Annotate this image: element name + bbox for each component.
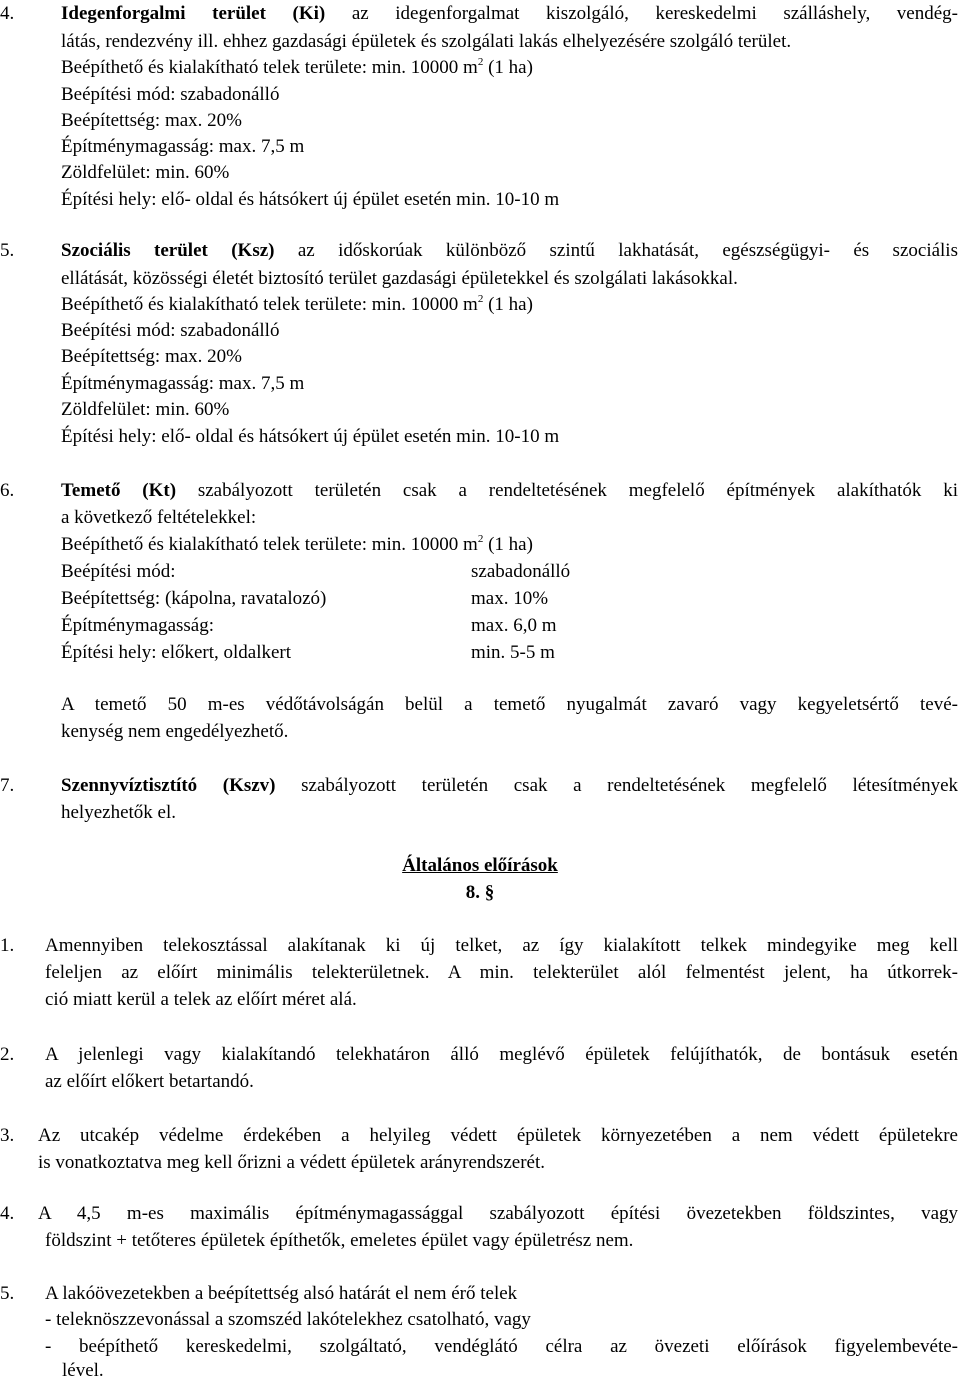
item-3-line1: Az utcakép védelme érdekében a helyileg védett épületek környezetében a nem védett épületekre [38, 1125, 958, 1146]
plot-area-ha: (1 ha) [483, 294, 533, 315]
section-6-text: szabályozott területén csak a rendeltetésének megfelelő építmények alakíthatók ki [176, 480, 958, 501]
section-6-row-label: Beépítettség: (kápolna, ravatalozó) [61, 588, 327, 609]
general-heading-text: Általános előírások [402, 855, 558, 876]
item-5-line2: - teleknöszzevonással a szomszéd lakótelekhez csatolható, vagy [45, 1309, 531, 1330]
item-2-line2: az előírt előkert betartandó. [45, 1071, 254, 1092]
plot-area-label: Beépíthető és kialakítható telek területe: min. 10000 m [61, 534, 478, 555]
item-5-line4: lével. [62, 1360, 104, 1381]
section-6-row-value: max. 10% [471, 588, 549, 609]
section-5-text-line2: ellátását, közösségi életét biztosító terület gazdasági épületekkel és szolgálati lakásokkal. [61, 268, 738, 289]
section-4-first-line [61, 3, 958, 25]
section-7-text-line2: helyezhetők el. [61, 802, 177, 823]
section-5-first-line [61, 240, 958, 262]
section-4-place: Építési hely: elő- oldal és hátsókert új épület esetén min. 10-10 m [61, 189, 560, 210]
section-7-title: Szennyvíztisztító (Kszv) [61, 775, 276, 796]
item-5-line1: A lakóövezetekben a beépítettség alsó határát el nem érő telek [45, 1283, 518, 1304]
section-7-number: 7. [0, 775, 15, 796]
section-6-row-value: max. 6,0 m [471, 615, 557, 636]
section-6-title: Temető (Kt) [61, 480, 177, 501]
section-5-title: Szociális terület (Ksz) [61, 240, 275, 261]
general-heading [0, 855, 960, 877]
section-6-row-label: Beépítési mód: [61, 561, 176, 582]
plot-area-ha: (1 ha) [483, 534, 533, 555]
paragraph-number [0, 882, 960, 904]
section-6-text-line2: a következő feltételekkel: [61, 507, 257, 528]
section-4-title: Idegenforgalmi terület (Ki) [61, 3, 326, 24]
item-number: 5. [0, 1283, 15, 1304]
superscript: 2 [477, 293, 484, 305]
superscript: 2 [477, 56, 484, 68]
section-7-first-line [61, 775, 958, 797]
superscript: 2 [477, 533, 484, 545]
section-4-density: Beépítettség: max. 20% [61, 110, 242, 131]
plot-area-label: Beépíthető és kialakítható telek területe: min. 10000 m [61, 57, 478, 78]
section-6-first-line [61, 480, 958, 502]
paragraph-number-text: 8. § [465, 882, 495, 903]
section-5-height: Építménymagasság: max. 7,5 m [61, 373, 305, 394]
section-5-density: Beépítettség: max. 20% [61, 346, 242, 367]
item-2-line1: A jelenlegi vagy kialakítandó telekhatáron álló meglévő épületek felújíthatók, de bontásuk esetén [45, 1044, 958, 1065]
section-4-build-mode: Beépítési mód: szabadonálló [61, 84, 280, 105]
section-4-green: Zöldfelület: min. 60% [61, 162, 230, 183]
section-6-row-value: szabadonálló [471, 561, 571, 582]
section-5-plot-area [61, 294, 533, 316]
plot-area-ha: (1 ha) [483, 57, 533, 78]
item-number: 1. [0, 935, 15, 956]
item-number: 3. [0, 1125, 15, 1146]
section-4-text-line2: látás, rendezvény ill. ehhez gazdasági épületek és szolgálati lakás elhelyezésére szolgáló terület. [61, 31, 792, 52]
section-7-text: szabályozott területén csak a rendeltetésének megfelelő létesítmények [275, 775, 958, 796]
item-4-line1: A 4,5 m-es maximális építménymagassággal szabályozott építési övezetekben földszintes, vagy [38, 1203, 958, 1224]
section-4-height: Építménymagasság: max. 7,5 m [61, 136, 305, 157]
section-6-row-label: Építménymagasság: [61, 615, 215, 636]
section-6-note-line1: A temető 50 m-es védőtávolságán belül a temető nyugalmát zavaró vagy kegyeletsértő tevé- [61, 694, 958, 715]
section-5-text: az időskorúak különböző szintű lakhatását, egészségügyi- és szociális [274, 240, 958, 261]
item-1-line3: ció miatt kerül a telek az előírt méret alá. [45, 989, 357, 1010]
section-5-place: Építési hely: elő- oldal és hátsókert új épület esetén min. 10-10 m [61, 426, 560, 447]
section-6-row-label: Építési hely: előkert, oldalkert [61, 642, 292, 663]
item-number: 2. [0, 1044, 15, 1065]
plot-area-label: Beépíthető és kialakítható telek területe: min. 10000 m [61, 294, 478, 315]
section-6-number: 6. [0, 480, 15, 501]
section-5-build-mode: Beépítési mód: szabadonálló [61, 320, 280, 341]
section-4-text: az idegenforgalmat kiszolgáló, kereskedelmi szálláshely, vendég- [325, 3, 958, 24]
item-1-line1: Amennyiben telekosztással alakítanak ki új telket, az így kialakított telkek mindegyike meg kell [45, 935, 958, 956]
section-6-plot-area [61, 534, 533, 556]
item-number: 4. [0, 1203, 15, 1224]
section-6-note-line2: kenység nem engedélyezhető. [61, 721, 289, 742]
item-1-line2: feleljen az előírt minimális telekterületnek. A min. telekterület alól felmentést jelent, ha útkorrek- [45, 962, 958, 983]
item-5-line3: - beépíthető kereskedelmi, szolgáltató, vendéglátó célra az övezeti előírások figyelembevéte- [45, 1336, 958, 1357]
section-4-number: 4. [0, 3, 15, 24]
section-6-row-value: min. 5-5 m [471, 642, 555, 663]
item-4-line2: földszint + tetőteres épületek építhetők, emeletes épület vagy épületrész nem. [45, 1230, 634, 1251]
section-5-green: Zöldfelület: min. 60% [61, 399, 230, 420]
section-4-plot-area [61, 57, 533, 79]
item-3-line2: is vonatkoztatva meg kell őrizni a védett épületek arányrendszerét. [38, 1152, 545, 1173]
section-5-number: 5. [0, 240, 15, 261]
